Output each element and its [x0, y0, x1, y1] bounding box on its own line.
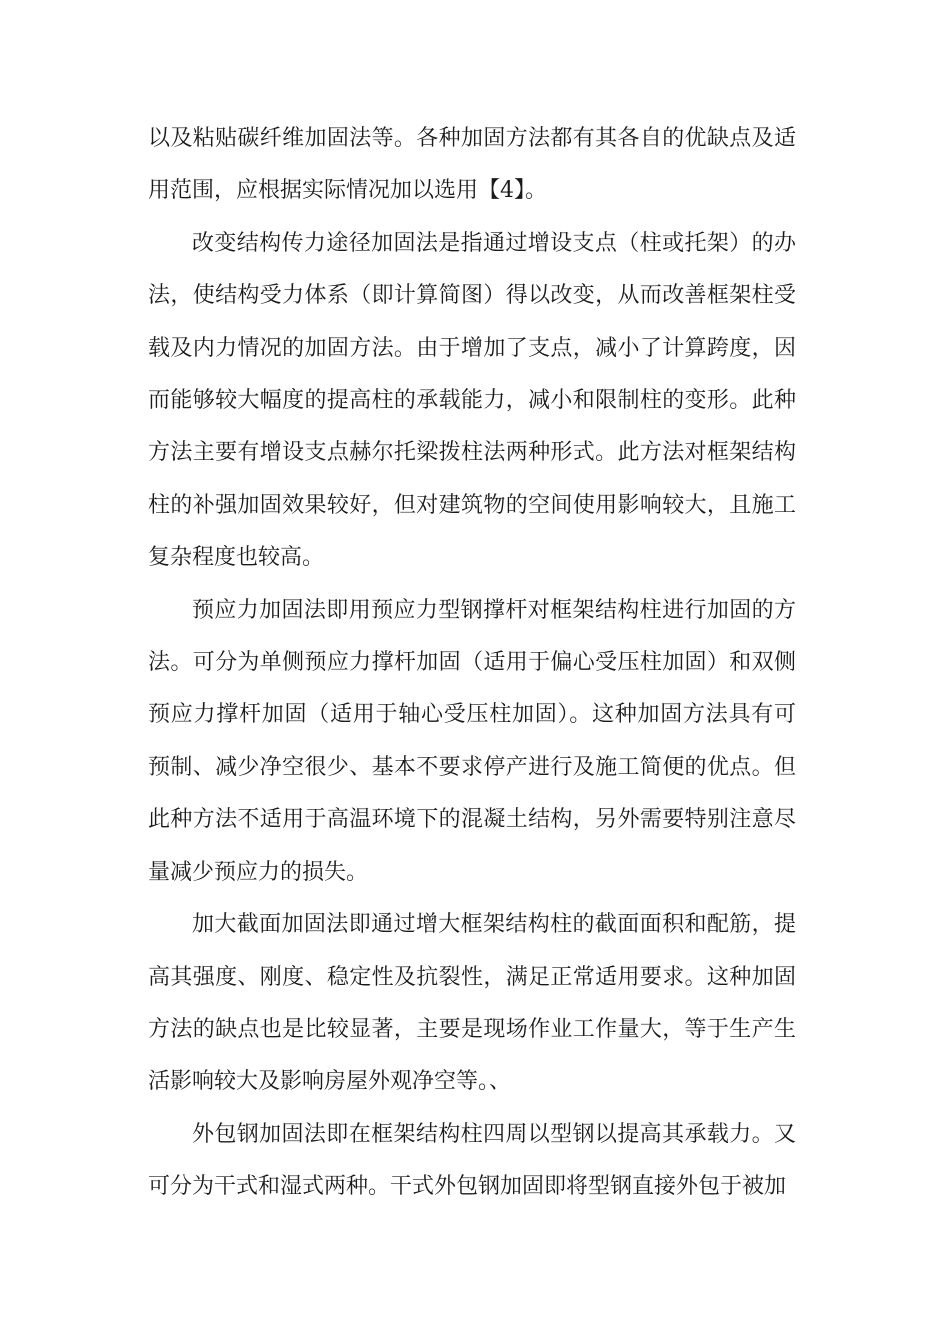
- body-text: [148, 113, 796, 1214]
- paragraph-continued: 以及粘贴碳纤维加固法等。各种加固方法都有其各自的优缺点及适用范围，应根据实际情况加以选用【4】。: [148, 126, 796, 204]
- paragraph-enlarged-section-method: 加大截面加固法即通过增大框架结构柱的截面面积和配筋，提高其强度、刚度、稳定性及抗裂性，满足正常适用要求。这种加固方法的缺点也是比较显著，主要是现场作业工作量大，等于生产生活影响较大及影响房屋外观净空等。、: [148, 912, 796, 1095]
- paragraph-load-path-method: 改变结构传力途径加固法是指通过增设支点（柱或托架）的办法，使结构受力体系（即计算简图）得以改变，从而改善框架柱受载及内力情况的加固方法。由于增加了支点，减小了计算跨度，因而能够较大幅度的提高柱的承载能力，减小和限制柱的变形。此种方法主要有增设支点赫尔托梁拨柱法两种形式。此方法对框架结构柱的补强加固效果较好，但对建筑物的空间使用影响较大，且施工复杂程度也较高。: [148, 230, 796, 571]
- paragraph-prestress-method: 预应力加固法即用预应力型钢撑杆对框架结构柱进行加固的方法。可分为单侧预应力撑杆加固（适用于偏心受压柱加固）和双侧预应力撑杆加固（适用于轴心受压柱加固）。这种加固方法具有可预制、减少净空很少、基本不要求停产进行及施工简便的优点。但此种方法不适用于高温环境下的混凝土结构，另外需要特别注意尽量减少预应力的损失。: [148, 597, 796, 885]
- paragraph-steel-jacket-method: 外包钢加固法即在框架结构柱四周以型钢以提高其承载力。又可分为干式和湿式两种。干式外包钢加固即将型钢直接外包于被加: [148, 1121, 796, 1200]
